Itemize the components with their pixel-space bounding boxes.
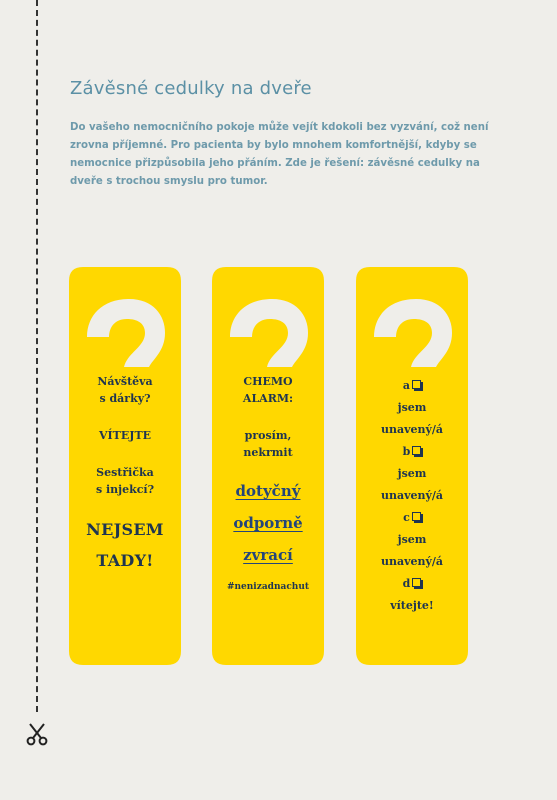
option-a: a xyxy=(360,375,464,397)
door-hanger-chemo-alarm: CHEMO ALARM: prosím, nekrmit dotyčný odporně zvrací #nenizadnachut xyxy=(212,267,324,665)
page-title: Závěsné cedulky na dveře xyxy=(70,78,312,99)
option-b: b xyxy=(360,441,464,463)
scissors-icon xyxy=(26,722,48,746)
door-hanger-visitors: Návštěva s dárky? VÍTEJTE Sestřička s injekcí? NEJSEM TADY! xyxy=(69,267,181,665)
cut-line xyxy=(36,0,38,712)
option-d: d xyxy=(360,573,464,595)
door-hanger-tired: a jsem unavený/á b jsem unavený/á c jsem unavený/á d vítejte! xyxy=(356,267,468,665)
option-c: c xyxy=(360,507,464,529)
checkbox-icon xyxy=(412,512,421,521)
checkbox-icon xyxy=(412,446,421,455)
checkbox-icon xyxy=(412,578,421,587)
checkbox-icon xyxy=(412,380,421,389)
intro-paragraph: Do vašeho nemocničního pokoje může vejít kdokoli bez vyzvání, což není zrovna příjemné. Pro pacienta by bylo mnohem komfortnější, kdyby se nemocnice přizpůsobila jeho přáním. Zde je řešení: závěsné cedulky na dveře s trochou smyslu pro tumor. xyxy=(70,122,489,187)
